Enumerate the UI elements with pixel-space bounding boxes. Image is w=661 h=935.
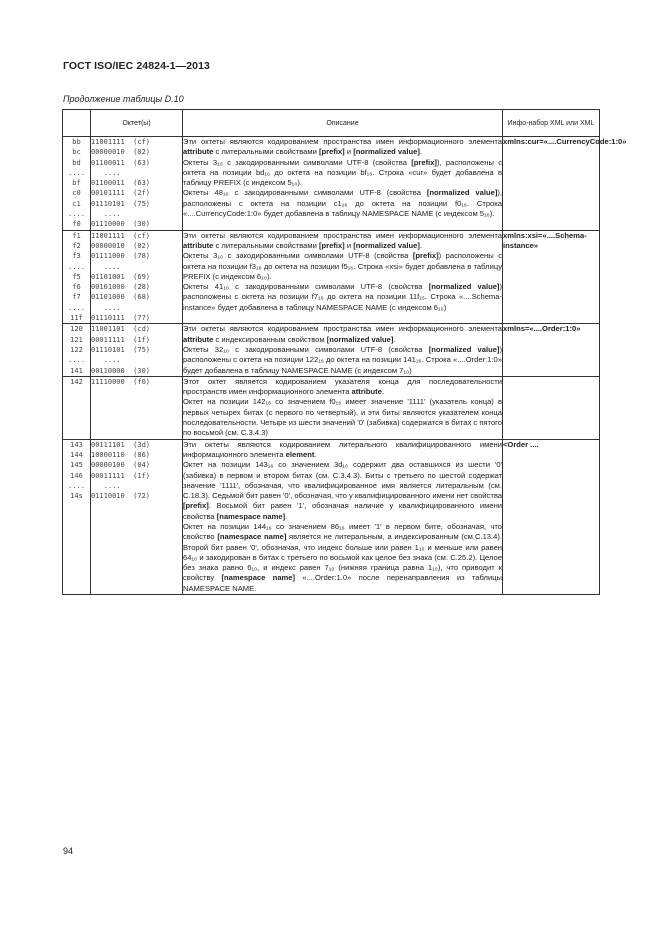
- description-paragraph: Октеты 3₁₀ с закодированными символами UTF-8 (свойства [prefix]) расположены с октета на позиции f3₁₆ до октета на позиции f5₁₆. Строка «xsi» будет добавлена в таблицу PREFIX (с индексом 6₁₀).: [183, 251, 502, 281]
- octet-position-cell: bb bc bd .... bf c0 c1 .... f0: [63, 137, 91, 231]
- infoset-cell: [503, 376, 600, 439]
- description-cell: [183, 137, 503, 231]
- description-cell: [183, 376, 503, 439]
- description-paragraph: Октеты 32₁₀ с закодированными символами UTF-8 (свойства [normalized value]) расположены с октета на позиции 122₁₆ до октета на позиции 141₁₆. Строка «....Order:1:0» будет добавлена в таблицу NAMESPACE NAME (с индексом 7₁₀): [183, 344, 502, 375]
- table-row: [63, 230, 600, 324]
- octet-value-cell: 11001111 (cf) 00000010 (02) 01111000 (78) .... 01101001 (69) 00101000 (28) 01101000 (68) .... 01110111 (77): [91, 230, 183, 324]
- column-header-infoset: Инфо-набор XML или XML: [503, 110, 600, 137]
- description-paragraph: Октеты 48₁₀ с закодированными символами UTF-8 (свойства [normalized value]), расположены с октета на позиции c1₁₆ до октета на позиции f0₁₆. Строка «....CurrencyCode:1:0» будет добавлена в таблицу NAMESPACE NAME (с индексом 5₁₀).: [183, 188, 502, 219]
- octet-value-cell: 00111101 (3d) 10000110 (86) 00000100 (04) 00011111 (1f) .... 01110010 (72): [91, 439, 183, 594]
- octet-value-cell: 11001111 (cf) 00000010 (02) 01100011 (63) .... 01100011 (63) 00101111 (2f) 01110101 (75) .... 01110000 (30): [91, 137, 183, 231]
- description-paragraph: Эти октеты являются кодированием пространства имен информационного элемента attribute с литеральными свойствами [prefix] и [normalized value].: [183, 137, 502, 157]
- description-cell: [183, 230, 503, 324]
- table-row: [63, 439, 600, 594]
- description-paragraph: Эти октеты являются кодированием литерального квалифицированного имени информационного элемента element.: [183, 439, 502, 459]
- octet-value-cell: 11001101 (cd) 00011111 (1f) 01110101 (75) .... 00110000 (30): [91, 324, 183, 376]
- column-header-octets: Октет(ы): [91, 110, 183, 137]
- octet-value-cell: 11110000 (f0): [91, 376, 183, 439]
- infoset-cell: xmlns=«....Order:1:0»: [503, 324, 600, 376]
- description-cell: [183, 324, 503, 376]
- table-row: [63, 324, 600, 376]
- infoset-cell: xmlns:xsi=«....Schema-instance»: [503, 230, 600, 324]
- octet-position-cell: 120 121 122 .... 141: [63, 324, 91, 376]
- description-paragraph: Этот октет является кодированием указателя конца для последовательности пространств имен информационного элемента attribute.: [183, 376, 502, 397]
- octet-position-cell: 143 144 145 146 .... 14s: [63, 439, 91, 594]
- document-title: ГОСТ ISO/IEC 24824-1—2013: [63, 60, 210, 72]
- column-header-description: Описание: [183, 110, 503, 137]
- table-row: [63, 137, 600, 231]
- description-paragraph: Эти октеты являются кодированием пространства имен информационного элемента attribute с литеральными свойствами [prefix] и [normalized value].: [183, 230, 502, 250]
- description-paragraph: Октеты 41₁₀ с закодированными символами UTF-8 (свойства [normalized value]) расположены с октета на позиции f7₁₆ до октета на позиции 11f₁₆. Строка «....Schema-instance» будет добавлена в таблицу NAMESPACE NAME (с индексом 6₁₀): [183, 282, 502, 312]
- octet-position-cell: 142: [63, 376, 91, 439]
- octet-position-cell: f1 f2 f3 .... f5 f6 f7 .... 11f: [63, 230, 91, 324]
- page-number: 94: [63, 846, 74, 856]
- table-header-row: [63, 110, 600, 137]
- table-row: [63, 376, 600, 439]
- column-header-index: [63, 110, 91, 137]
- description-paragraph: Эти октеты являются кодированием пространства имен информационного элемента attribute с индексированным свойством [normalized value].: [183, 324, 502, 344]
- description-paragraph: Октеты 3₁₀ с закодированными символами UTF-8 (свойства [prefix]), расположены с октета на позиции bd₁₆ до октета на позиции bf₁₆. Строка «cur» будет добавлена в таблицу PREFIX (с индексом 5₁₀).: [183, 157, 502, 188]
- description-paragraph: Октет на позиции 144₁₆ со значением 86₁₆ имеет '1' в первом бите, обозначая, что свойство [namespace name] является не литеральным, а индексированным (см.С.13.4). Второй бит равен '0', обозначая, что индекс больше или равен 1₁₀ и меньше или равен 64₁₀ и закодирован в битах с третьего по восьмой как целое без знака (см. С.25.2). Целое без знака равно 6₁₀, и индекс равен 7₁₀ (нижняя граница равна 1₁₀), что приводит к свойству [namespace name] «....Order:1.0» после перенаправления из таблицы NAMESPACE NAME.: [183, 521, 502, 593]
- description-paragraph: Октет на позиции 142₁₆ со значением f0₁₆ имеет значение '1111' (указатель конца) в первых четырех битах (с первого по четвертый), и эти биты являются указателем конца последовательности. Четыре из шести значений '0' (забивка) содержатся в битах с пятого по восьмой (см. С.3.4.3): [183, 397, 502, 438]
- description-cell: [183, 439, 503, 594]
- infoset-cell: <Order ....: [503, 439, 600, 594]
- infoset-cell: xmlns:cur=«....CurrencyCode:1:0»: [503, 137, 600, 231]
- octet-table: [62, 109, 627, 595]
- description-paragraph: Октет на позиции 143₁₆ со значением 3d₁₆ содержит два оставшихся из шести '0' (забивка) в первом и втором битах (см. С.3.4.3). Биты с третьего по шестой содержат значение '1111', обозначая, что квалифицированное имя является литеральным (см. С.18.3). Седьмой бит равен '0', обозначая, что у квалифицированного имени нет свойства [prefix]. Восьмой бит равен '1', обозначая наличие у квалифицированного имени свойства [namespace name].: [183, 460, 502, 521]
- table-caption: Продолжение таблицы D.10: [63, 94, 184, 104]
